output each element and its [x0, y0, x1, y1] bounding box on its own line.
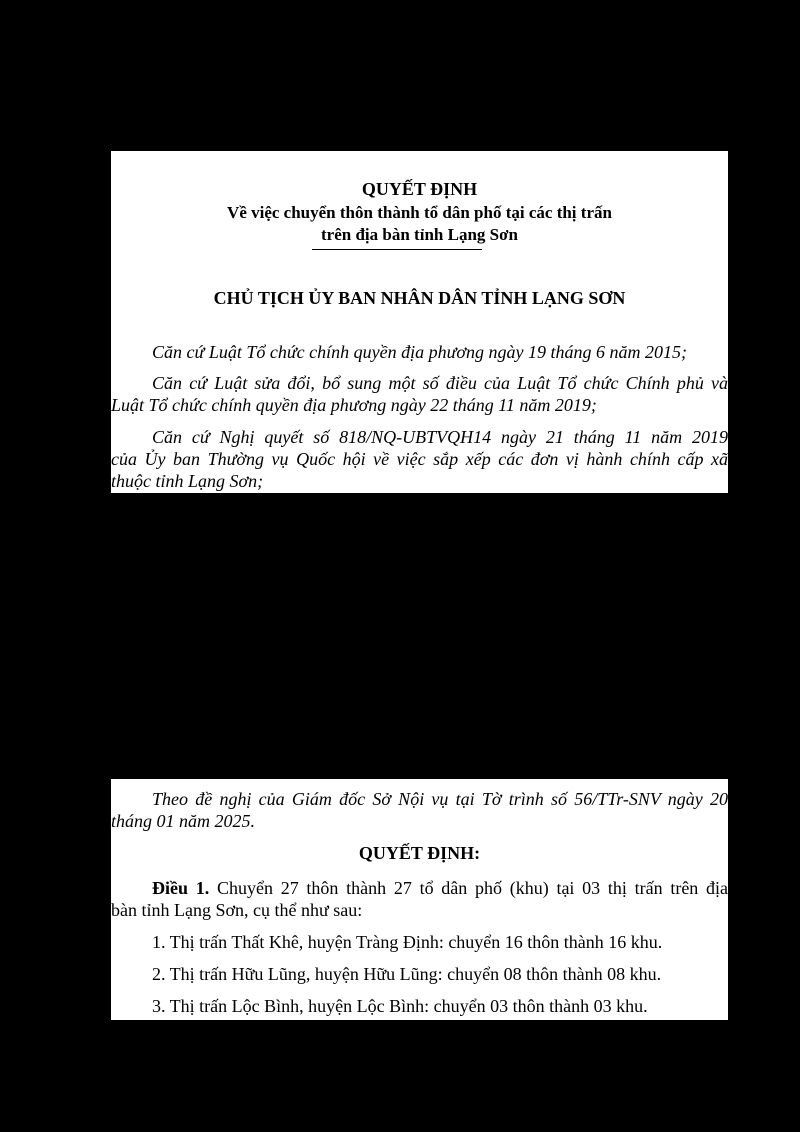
issuing-authority: CHỦ TỊCH ỦY BAN NHÂN DÂN TỈNH LẠNG SƠN [213, 288, 626, 308]
article-1-text: Chuyển 27 thôn thành 27 tổ dân phố (khu) tại 03 thị trấn trên địa [216, 878, 729, 898]
article-1-line1 [111, 877, 728, 899]
document-subtitle-line1: Về việc chuyển thôn thành tổ dân phố tại các thị trấn [227, 203, 612, 222]
document-subtitle-line2: trên địa bàn tỉnh Lạng Sơn [321, 225, 518, 244]
legal-basis-3-line1: Căn cứ Nghị quyết số 818/NQ-UBTVQH14 ngày 21 tháng 11 năm 2019 [152, 427, 728, 447]
article-1-line2: bàn tỉnh Lạng Sơn, cụ thể như sau: [111, 900, 363, 920]
legal-basis-2-line1: Căn cứ Luật sửa đổi, bổ sung một số điều của Luật Tổ chức Chính phủ và [152, 373, 728, 393]
proposal-line1: Theo đề nghị của Giám đốc Sở Nội vụ tại Tờ trình số 56/TTr-SNV ngày 20 [152, 789, 728, 809]
article-1-item-1: 1. Thị trấn Thất Khê, huyện Tràng Định: chuyển 16 thôn thành 16 khu. [152, 932, 663, 952]
legal-basis-3-line2: của Ủy ban Thường vụ Quốc hội về việc sắp xếp các đơn vị hành chính cấp xã [111, 449, 728, 469]
document-title: QUYẾT ĐỊNH [361, 179, 478, 199]
legal-basis-3-line3: thuộc tỉnh Lạng Sơn; [111, 471, 264, 491]
title-underline [312, 249, 482, 250]
document-page-top [111, 151, 728, 493]
document-page-bottom [111, 779, 728, 1020]
article-1-label: Điều 1. [152, 878, 210, 898]
legal-basis-1: Căn cứ Luật Tổ chức chính quyền địa phương ngày 19 tháng 6 năm 2015; [152, 342, 688, 362]
article-1-item-3: 3. Thị trấn Lộc Bình, huyện Lộc Bình: chuyển 03 thôn thành 03 khu. [152, 996, 648, 1016]
decision-heading: QUYẾT ĐỊNH: [358, 843, 481, 863]
article-1-item-2: 2. Thị trấn Hữu Lũng, huyện Hữu Lũng: chuyển 08 thôn thành 08 khu. [152, 964, 662, 984]
proposal-line2: tháng 01 năm 2025. [111, 811, 255, 831]
legal-basis-2-line2: Luật Tổ chức chính quyền địa phương ngày 22 tháng 11 năm 2019; [111, 395, 597, 415]
